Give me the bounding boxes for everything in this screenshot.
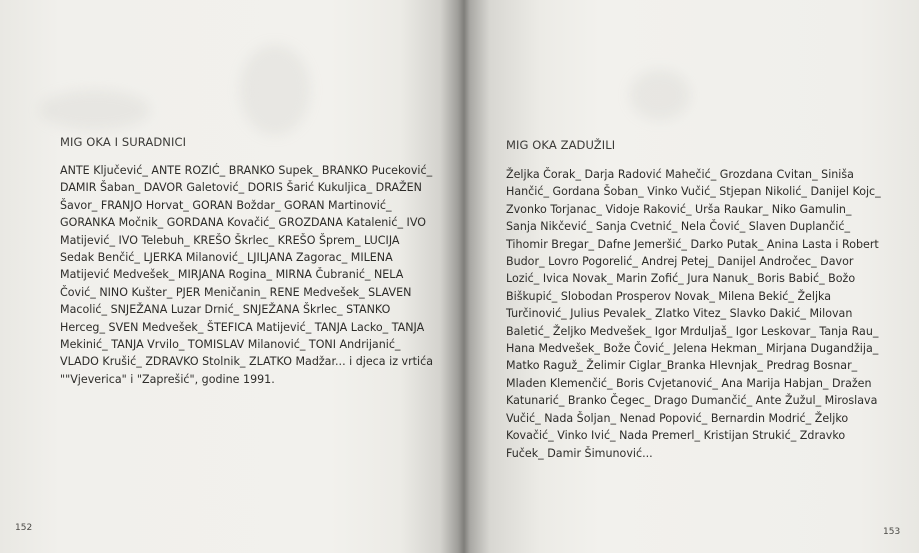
text-line: Biškupić_ Slobodan Prosperov Novak_ Milena Bekić_ Željka <box>506 289 832 303</box>
left-page-heading: MIG OKA I SURADNICI <box>60 135 187 149</box>
text-line: Matko Raguž_ Želimir Ciglar_Branka Hlevnjak_ Predrag Bosnar_ <box>506 359 858 373</box>
text-line: Lozić_ Ivica Novak_ Marin Zofić_ Jura Nanuk_ Boris Babić_ Božo <box>506 272 856 286</box>
text-line: Matijević_ IVO Telebuh_ KREŠO Škrlec_ KREŠO Šprem_ LUCIJA <box>60 233 400 247</box>
right-page-heading: MIG OKA ZADUŽILI <box>506 138 616 152</box>
text-line: Šavor_ FRANJO Horvat_ GORAN Boždar_ GORAN Martinović_ <box>60 198 392 212</box>
text-line: GORANKA Močnik_ GORDANA Kovačić_ GROZDANA Katalenić_ IVO <box>60 216 426 230</box>
text-line: Katunarić_ Branko Čegec_ Drago Dumančić_ Ante Žužul_ Miroslava <box>506 394 878 408</box>
text-line: Turčinović_ Julius Pevalek_ Zlatko Vitez_ Slavko Dakić_ Milovan <box>506 307 853 321</box>
text-line: ""Vjeverica" i "Zaprešić", godine 1991. <box>60 372 275 386</box>
text-line: Macolić_ SNJEŽANA Luzar Drnić_ SNJEŽANA Škrlec_ STANKO <box>60 303 391 317</box>
text-line: Matijević Medvešek_ MIRJANA Rogina_ MIRNA Čubranić_ NELA <box>60 268 404 282</box>
text-line: Sedak Benčić_ LJERKA Milanović_ LJILJANA Zagorac_ MILENA <box>60 251 393 265</box>
right-page-name-list <box>506 166 881 462</box>
text-line: Hana Medvešek_ Bože Čović_ Jelena Hekman_ Mirjana Dugandžija_ <box>506 342 879 356</box>
right-page-number: 153 <box>883 527 901 537</box>
text-line: Zvonko Torjanac_ Vidoje Raković_ Urša Raukar_ Niko Gamulin_ <box>506 202 852 216</box>
text-line: Budor_ Lovro Pogorelić_ Andrej Petej_ Danijel Andročec_ Davor <box>506 255 854 269</box>
left-page-name-list <box>60 162 433 388</box>
text-line: Herceg_ SVEN Medvešek_ ŠTEFICA Matijević_ TANJA Lacko_ TANJA <box>60 320 425 334</box>
text-line: Mladen Klemenčić_ Boris Cvjetanović_ Ana Marija Habjan_ Dražen <box>506 376 872 390</box>
right-page <box>465 0 919 553</box>
text-line: Željka Čorak_ Darja Radović Mahečić_ Grozdana Cvitan_ Siniša <box>506 168 854 181</box>
text-line: Baletić_ Željko Medvešek_ Igor Mrduljaš_ Igor Leskovar_ Tanja Rau_ <box>506 324 879 338</box>
text-line: Vučić_ Nada Šoljan_ Nenad Popović_ Bernardin Modrić_ Željko <box>506 411 849 425</box>
text-line: Fuček_ Damir Šimunović... <box>506 446 653 460</box>
text-line: Čović_ NINO Kušter_ PJER Meničanin_ RENE Medvešek_ SLAVEN <box>60 285 412 299</box>
text-line: Hančić_ Gordana Šoban_ Vinko Vučić_ Stjepan Nikolić_ Danijel Kojc_ <box>506 185 881 199</box>
text-line: DAMIR Šaban_ DAVOR Galetović_ DORIS Šarić Kukuljica_ DRAŽEN <box>60 181 422 195</box>
text-line: VLADO Krušić_ ZDRAVKO Stolnik_ ZLATKO Madžar... i djeca iz vrtića <box>60 355 433 369</box>
text-line: ANTE Ključević_ ANTE ROZIĆ_ BRANKO Supek_ BRANKO Puceković_ <box>60 164 433 177</box>
text-line: Mekinić_ TANJA Vrvilo_ TOMISLAV Milanović_ TONI Andrijanić_ <box>60 338 401 352</box>
text-line: Sanja Nikčević_ Sanja Cvetnić_ Nela Čović_ Slaven Duplančić_ <box>506 220 850 234</box>
text-line: Tihomir Bregar_ Dafne Jemeršić_ Darko Putak_ Anina Lasta i Robert <box>506 237 879 251</box>
text-line: Kovačić_ Vinko Ivić_ Nada Premerl_ Kristijan Strukić_ Zdravko <box>506 429 846 443</box>
left-page-number: 152 <box>15 523 33 533</box>
